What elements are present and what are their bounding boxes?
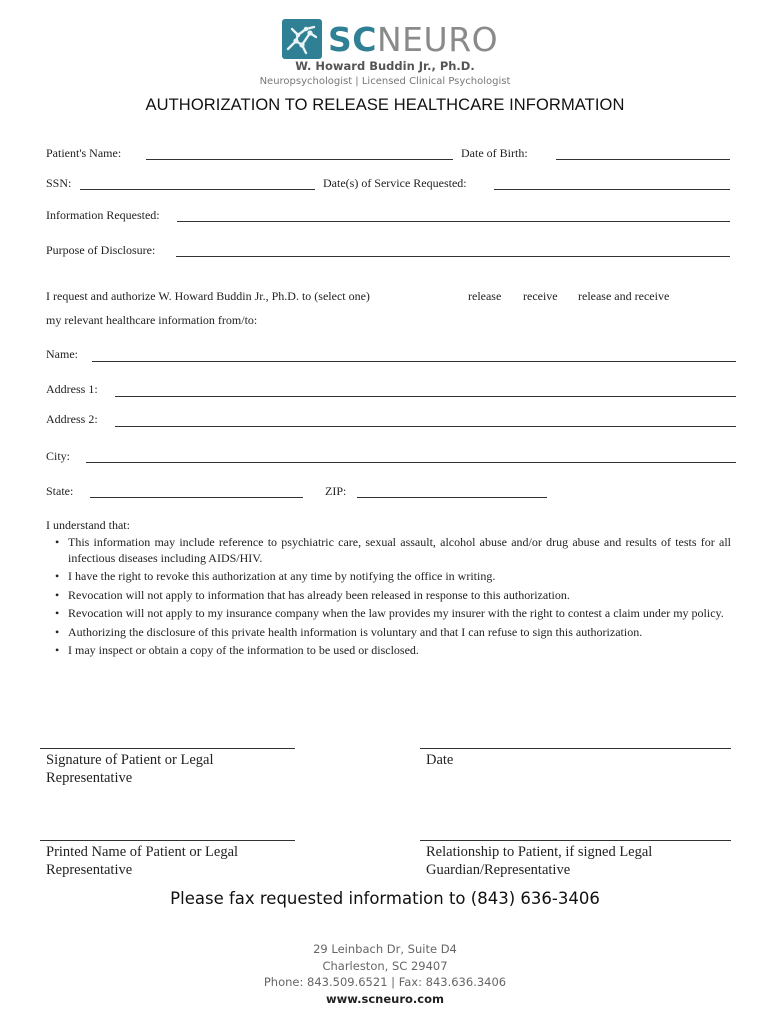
list-item: • Authorizing the disclosure of this private health information is voluntary and that I can refuse to sign this authorization. xyxy=(55,624,643,639)
city-label: City: xyxy=(46,449,71,463)
recipient-name-label: Name: xyxy=(46,347,78,361)
information-requested-field[interactable] xyxy=(177,221,730,222)
state-field[interactable] xyxy=(90,497,303,498)
purpose-label: Purpose of Disclosure: xyxy=(46,243,156,257)
authorization-text-2: my relevant healthcare information from/to: xyxy=(46,313,258,327)
patient-name-field[interactable] xyxy=(146,159,453,160)
zip-field[interactable] xyxy=(357,497,547,498)
list-item: • I have the right to revoke this authorization at any time by notifying the office in writing. xyxy=(55,569,496,583)
address2-field[interactable] xyxy=(115,426,736,427)
recipient-name-field[interactable] xyxy=(92,361,736,362)
relationship-label: Relationship to Patient, if signed Legal Guardian/Representative xyxy=(426,844,653,878)
logo-neuro: NEURO xyxy=(377,20,499,59)
zip-label: ZIP: xyxy=(325,484,347,498)
footer xyxy=(0,941,770,1007)
city-field[interactable] xyxy=(86,462,736,463)
dob-label: Date of Birth: xyxy=(461,146,528,160)
option-release-and-receive[interactable]: release and receive xyxy=(578,289,670,303)
authorization-text: I request and authorize W. Howard Buddin Jr., Ph.D. to (select one) xyxy=(46,289,370,303)
date-label: Date xyxy=(426,752,454,768)
printed-name-label: Printed Name of Patient or Legal Representative xyxy=(46,844,239,878)
form-title: AUTHORIZATION TO RELEASE HEALTHCARE INFORMATION xyxy=(145,96,625,114)
state-label: State: xyxy=(46,484,74,498)
ssn-label: SSN: xyxy=(46,176,72,190)
date-field[interactable] xyxy=(420,748,731,749)
dates-of-service-field[interactable] xyxy=(494,189,730,190)
understand-intro: I understand that: xyxy=(46,518,130,532)
information-requested-label: Information Requested: xyxy=(46,208,160,222)
address2-label: Address 2: xyxy=(46,412,98,426)
address1-field[interactable] xyxy=(115,396,736,397)
list-item: • Revocation will not apply to my insurance company when the law provides my insurer with the right to contest a claim under my policy. xyxy=(55,606,724,620)
dob-field[interactable] xyxy=(556,159,730,160)
signature-label: Signature of Patient or Legal Representative xyxy=(46,752,214,786)
list-item: • This information may include reference to psychiatric care, sexual assault, alcohol abuse and/or drug abuse and results of tests for all infectious diseases including AIDS/HIV. xyxy=(55,535,731,565)
understand-list xyxy=(46,535,731,662)
footer-address-1: 29 Leinbach Dr, Suite D4 xyxy=(313,942,457,956)
footer-phone-fax: Phone: 843.509.6521 | Fax: 843.636.3406 xyxy=(263,975,507,989)
purpose-field[interactable] xyxy=(176,256,730,257)
option-release[interactable]: release xyxy=(468,289,502,303)
footer-website[interactable]: www.scneuro.com xyxy=(326,991,444,1006)
logo-sc: SC xyxy=(328,20,377,59)
brain-logo-icon xyxy=(282,19,322,59)
ssn-field[interactable] xyxy=(80,189,315,190)
option-receive[interactable]: receive xyxy=(523,289,558,303)
signature-field[interactable] xyxy=(40,748,295,749)
address1-label: Address 1: xyxy=(46,382,98,396)
dates-of-service-label: Date(s) of Service Requested: xyxy=(323,176,467,190)
fax-note: Please fax requested information to (843) 636-3406 xyxy=(170,889,600,908)
doctor-name: W. Howard Buddin Jr., Ph.D. xyxy=(295,59,475,73)
list-item: • I may inspect or obtain a copy of the information to be used or disclosed. xyxy=(55,643,419,657)
list-item: • Revocation will not apply to information that has already been released in response to this authorization. xyxy=(55,587,570,602)
relationship-field[interactable] xyxy=(420,840,731,841)
printed-name-field[interactable] xyxy=(40,840,295,841)
footer-address-2: Charleston, SC 29407 xyxy=(322,958,448,973)
patient-name-label: Patient's Name: xyxy=(46,146,122,160)
logo-wordmark xyxy=(328,21,498,59)
doctor-credentials: Neuropsychologist | Licensed Clinical Psychologist xyxy=(259,76,511,87)
